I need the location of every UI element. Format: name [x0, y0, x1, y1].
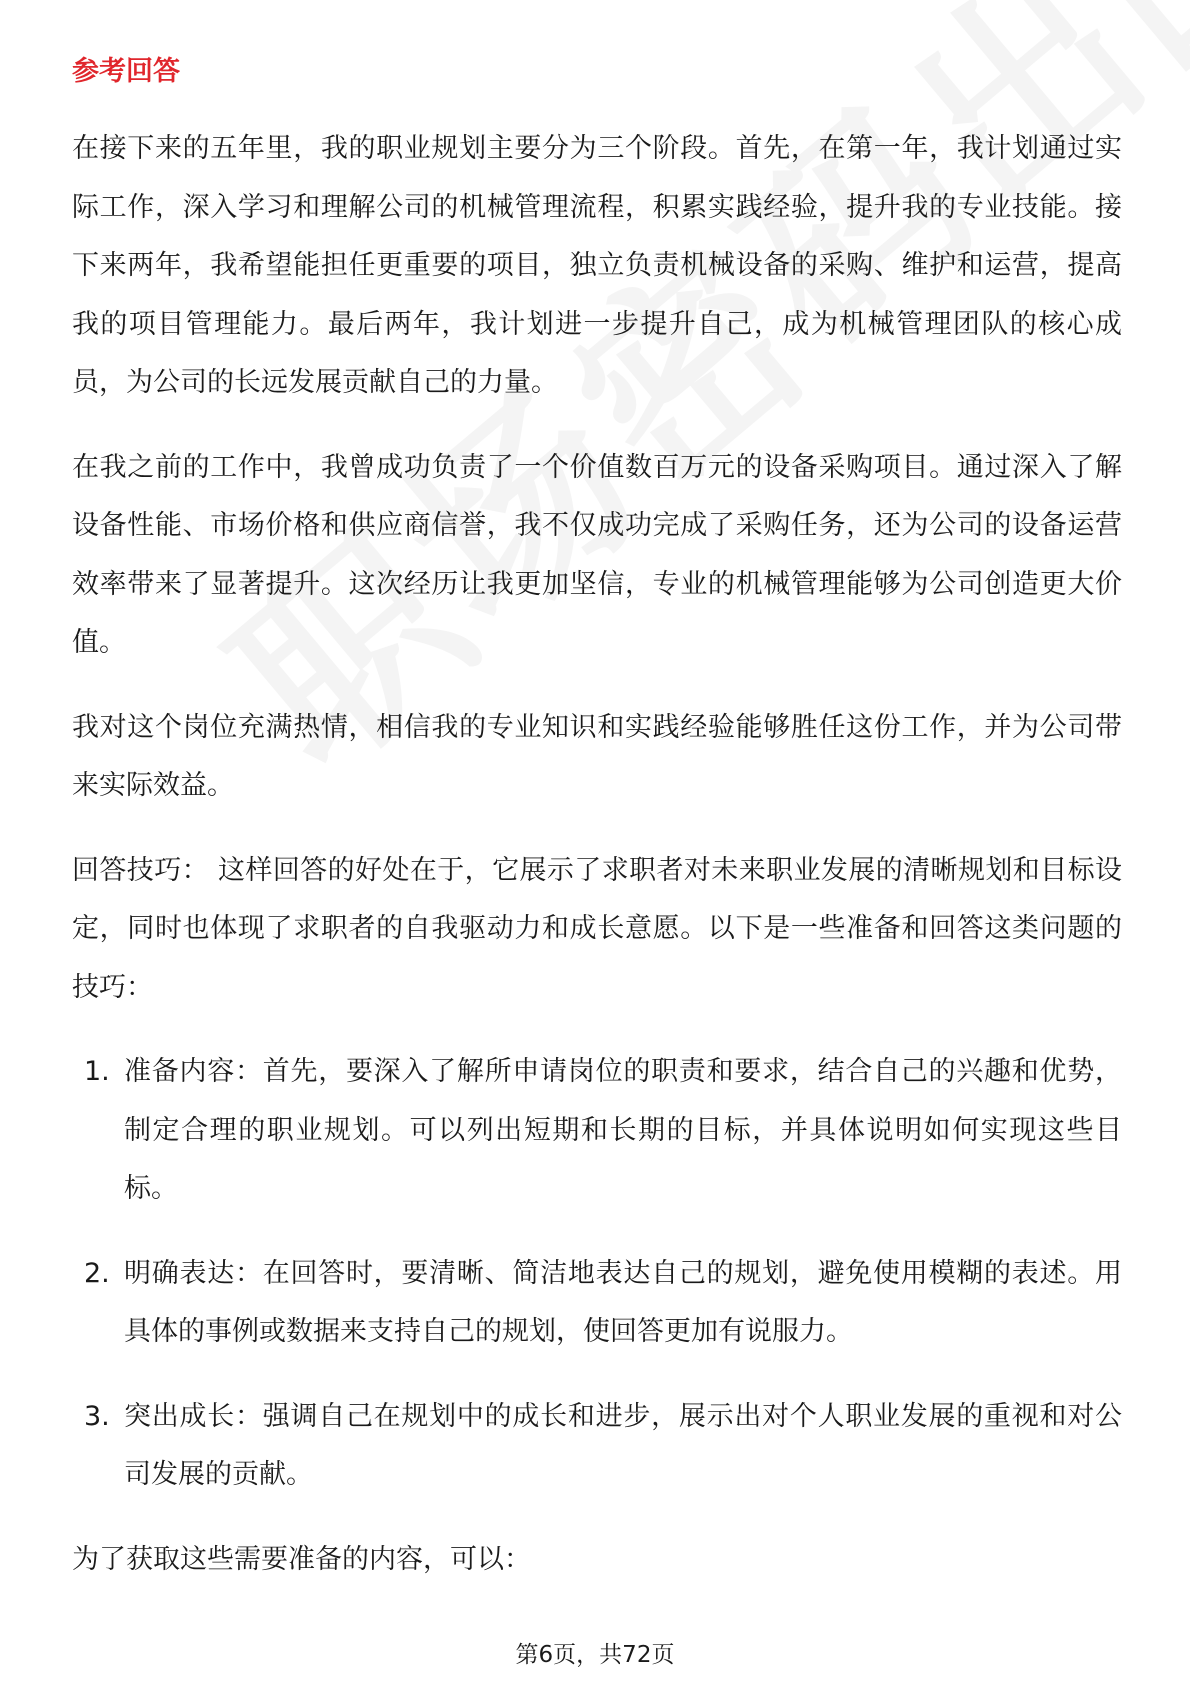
list-item-number: 3.	[84, 1400, 110, 1432]
list-item	[72, 1388, 1122, 1505]
list-item-text: 准备内容：首先，要深入了解所申请岗位的职责和要求，结合自己的兴趣和优势，制定合理的职业规划。可以列出短期和长期的目标，并具体说明如何实现这些目标。	[124, 1056, 1122, 1204]
list-item-text: 明确表达：在回答时，要清晰、简洁地表达自己的规划，避免使用模糊的表述。用具体的事例或数据来支持自己的规划，使回答更加有说服力。	[124, 1257, 1122, 1347]
page-content	[72, 46, 1122, 1615]
section-heading: 参考回答	[72, 56, 180, 87]
tips-intro-paragraph: 回答技巧： 这样回答的好处在于，它展示了求职者对未来职业发展的清晰规划和目标设定，同时也体现了求职者的自我驱动力和成长意愿。以下是一些准备和回答这类问题的技巧：	[72, 854, 1122, 1003]
list-item	[72, 1043, 1122, 1219]
list-item-number: 2.	[84, 1257, 110, 1289]
list-item-number: 1.	[84, 1056, 110, 1087]
page-number-footer: 第6页，共72页	[515, 1642, 675, 1668]
closing-paragraph: 为了获取这些需要准备的内容，可以：	[72, 1543, 531, 1575]
answer-paragraph-1: 在接下来的五年里，我的职业规划主要分为三个阶段。首先，在第一年，我计划通过实际工作，深入学习和理解公司的机械管理流程，积累实践经验，提升我的专业技能。接下来两年，我希望能担任更重要的项目，独立负责机械设备的采购、维护和运营，提高我的项目管理能力。最后两年，我计划进一步提升自己，成为机械管理团队的核心成员，为公司的长远发展贡献自己的力量。	[72, 133, 1122, 398]
tips-list	[72, 1043, 1122, 1505]
answer-paragraph-2: 在我之前的工作中，我曾成功负责了一个价值数百万元的设备采购项目。通过深入了解设备性能、市场价格和供应商信誉，我不仅成功完成了采购任务，还为公司的设备运营效率带来了显著提升。这次经历让我更加坚信，专业的机械管理能够为公司创造更大价值。	[72, 451, 1122, 658]
list-item-text: 突出成长：强调自己在规划中的成长和进步，展示出对个人职业发展的重视和对公司发展的贡献。	[124, 1400, 1122, 1490]
answer-paragraph-3: 我对这个岗位充满热情，相信我的专业知识和实践经验能够胜任这份工作，并为公司带来实际效益。	[72, 711, 1122, 801]
list-item	[72, 1245, 1122, 1362]
